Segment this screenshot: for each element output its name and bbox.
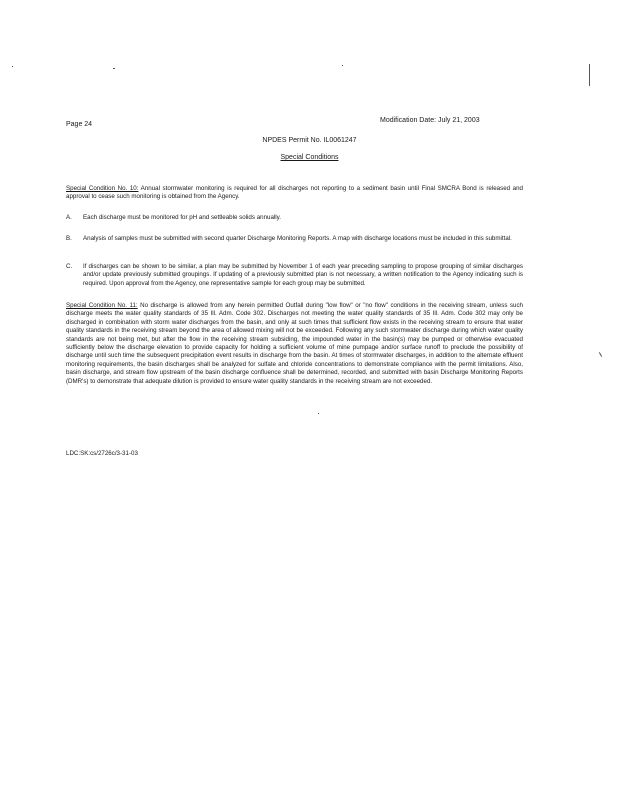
list-item-letter: C. xyxy=(66,263,73,270)
condition-10-text: Annual stormwater monitoring is required for all discharges not reporting to a sediment basin until Final SMCRA Bond is released and approval to cease such monitoring is obtained from the Agency. xyxy=(66,185,523,201)
list-item-text: Analysis of samples must be submitted with second quarter Discharge Monitoring Reports. A map with discharge locations must be included in this submittal. xyxy=(83,235,512,242)
permit-number: NPDES Permit No. IL0061247 xyxy=(262,137,357,144)
scan-speck xyxy=(342,65,343,66)
list-item-letter: B. xyxy=(66,235,72,242)
list-item-c xyxy=(66,263,523,288)
scan-speck xyxy=(113,68,115,69)
list-item-b xyxy=(66,235,523,243)
section-title: Special Conditions xyxy=(280,154,339,161)
special-condition-10 xyxy=(66,185,523,202)
scan-speck xyxy=(318,413,319,414)
condition-11-label: Special Condition No. 11: xyxy=(66,302,138,309)
scan-speck xyxy=(12,66,13,67)
page-number: Page 24 xyxy=(66,121,93,128)
list-item-text: Each discharge must be monitored for pH and settleable solids annually. xyxy=(83,214,281,221)
list-item-text: If discharges can be shown to be similar, a plan may be submitted by November 1 of each year preceding sampling to propose grouping of similar discharges and/or update previously submitted groupings. If updating of a previously submitted plan is not necessary, a written notification to the Agency indicating such is required. Upon approval from the Agency, one representative sample for each group may be submitted. xyxy=(83,263,523,287)
list-item-a xyxy=(66,214,523,222)
list-item-letter: A. xyxy=(66,214,72,221)
condition-11-text: No discharge is allowed from any herein permitted Outfall during "low flow" or "no flow" conditions in the receiving stream, unless such discharge meets the water quality standards of 35 Ill. Adm. Code 302. Discharges not meeting the water quality standards of 35 Ill. Adm. Code 302 may only be discharged in combination with storm water discharges from the basin, and only at such times that sufficient flow exists in the receiving stream to ensure that water quality standards in the receiving stream beyond the area of allowed mixing will not be exceeded. Following any such stormwater discharge during which water quality standards are not being met, but after the flow in the receiving stream subsiding, the impounded water in the basin(s) may be pumped or otherwise evacuated sufficiently below the discharge elevation to provide capacity for holding a sufficient volume of mine pumpage and/or surface runoff to preclude the possibility of discharge until such time the subsequent precipitation event results in discharge from the basin. At times of stormwater discharges, in addition to the alternate effluent monitoring requirements, the basin discharges shall be analyzed for sulfate and chloride concentrations to demonstrate compliance with the permit limitations. Also, basin discharge, and stream flow upstream of the basin discharge confluence shall be determined, recorded, and submitted with basin Discharge Monitoring Reports (DMR's) to demonstrate that adequate dilution is provided to ensure water quality standards in the receiving stream are not exceeded. xyxy=(66,302,523,385)
modification-date: Modification Date: July 21, 2003 xyxy=(380,117,480,124)
scan-speck xyxy=(599,352,602,357)
document-code: LDC:SK:cs/2726c/3-31-03 xyxy=(66,450,138,457)
condition-10-label: Special Condition No. 10: xyxy=(66,185,139,192)
scan-speck xyxy=(589,64,590,86)
special-condition-11 xyxy=(66,302,523,386)
